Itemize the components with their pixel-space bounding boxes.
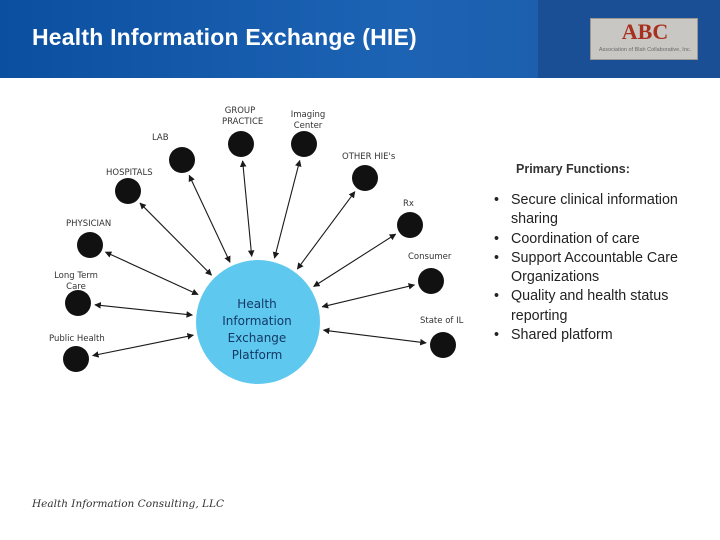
- connector-state-of-il: [323, 330, 426, 343]
- node-label-public-health: Public Health: [49, 334, 105, 344]
- logo-mark: ABC: [621, 19, 669, 44]
- primary-functions-title: Primary Functions:: [516, 162, 630, 176]
- node-label-physician: PHYSICIAN: [66, 219, 112, 229]
- node-lab: [169, 147, 195, 173]
- primary-function-item: • Shared platform: [494, 326, 710, 345]
- primary-function-item: • Support Accountable Care Organizations: [494, 249, 710, 288]
- connector-long-term-care: [95, 305, 192, 315]
- node-label-hospitals: HOSPITALS: [106, 168, 153, 178]
- node-consumer: [418, 268, 444, 294]
- connector-imaging-center: [275, 160, 300, 258]
- primary-function-item: • Quality and health status reporting: [494, 287, 710, 326]
- node-label-imaging-center: Imaging Center: [290, 110, 326, 131]
- node-label-other-hies: OTHER HIE's: [342, 152, 396, 162]
- hub-label: Health Information Exchange Platform: [222, 297, 292, 362]
- node-rx: [397, 212, 423, 238]
- node-label-rx: Rx: [403, 199, 414, 209]
- footer-credit: Health Information Consulting, LLC: [32, 498, 225, 510]
- node-state-of-il: [430, 332, 456, 358]
- connector-lab: [189, 175, 230, 262]
- node-physician: [77, 232, 103, 258]
- node-label-lab: LAB: [152, 133, 169, 143]
- logo-subtitle: Association of Blah Collaborative, Inc.: [598, 47, 692, 53]
- node-label-consumer: Consumer: [408, 252, 452, 262]
- primary-functions-list: [494, 191, 710, 345]
- connector-consumer: [322, 285, 414, 307]
- node-imaging-center: [291, 131, 317, 157]
- primary-function-item: • Coordination of care: [494, 230, 710, 249]
- node-label-state-of-il: State of IL: [420, 316, 464, 326]
- connector-public-health: [93, 335, 194, 355]
- node-label-group-practice: GROUP PRACTICE: [222, 106, 264, 127]
- node-hospitals: [115, 178, 141, 204]
- node-label-long-term-care: Long Term Care: [54, 271, 98, 292]
- slide-title: Health Information Exchange (HIE): [32, 24, 417, 50]
- node-group-practice: [228, 131, 254, 157]
- connector-rx: [314, 234, 396, 286]
- connector-group-practice: [243, 161, 252, 256]
- node-public-health: [63, 346, 89, 372]
- connector-hospitals: [140, 203, 212, 275]
- connector-other-hies: [297, 192, 354, 269]
- node-other-hies: [352, 165, 378, 191]
- primary-function-item: • Secure clinical information sharing: [494, 191, 710, 230]
- connector-physician: [105, 252, 198, 294]
- node-long-term-care: [65, 290, 91, 316]
